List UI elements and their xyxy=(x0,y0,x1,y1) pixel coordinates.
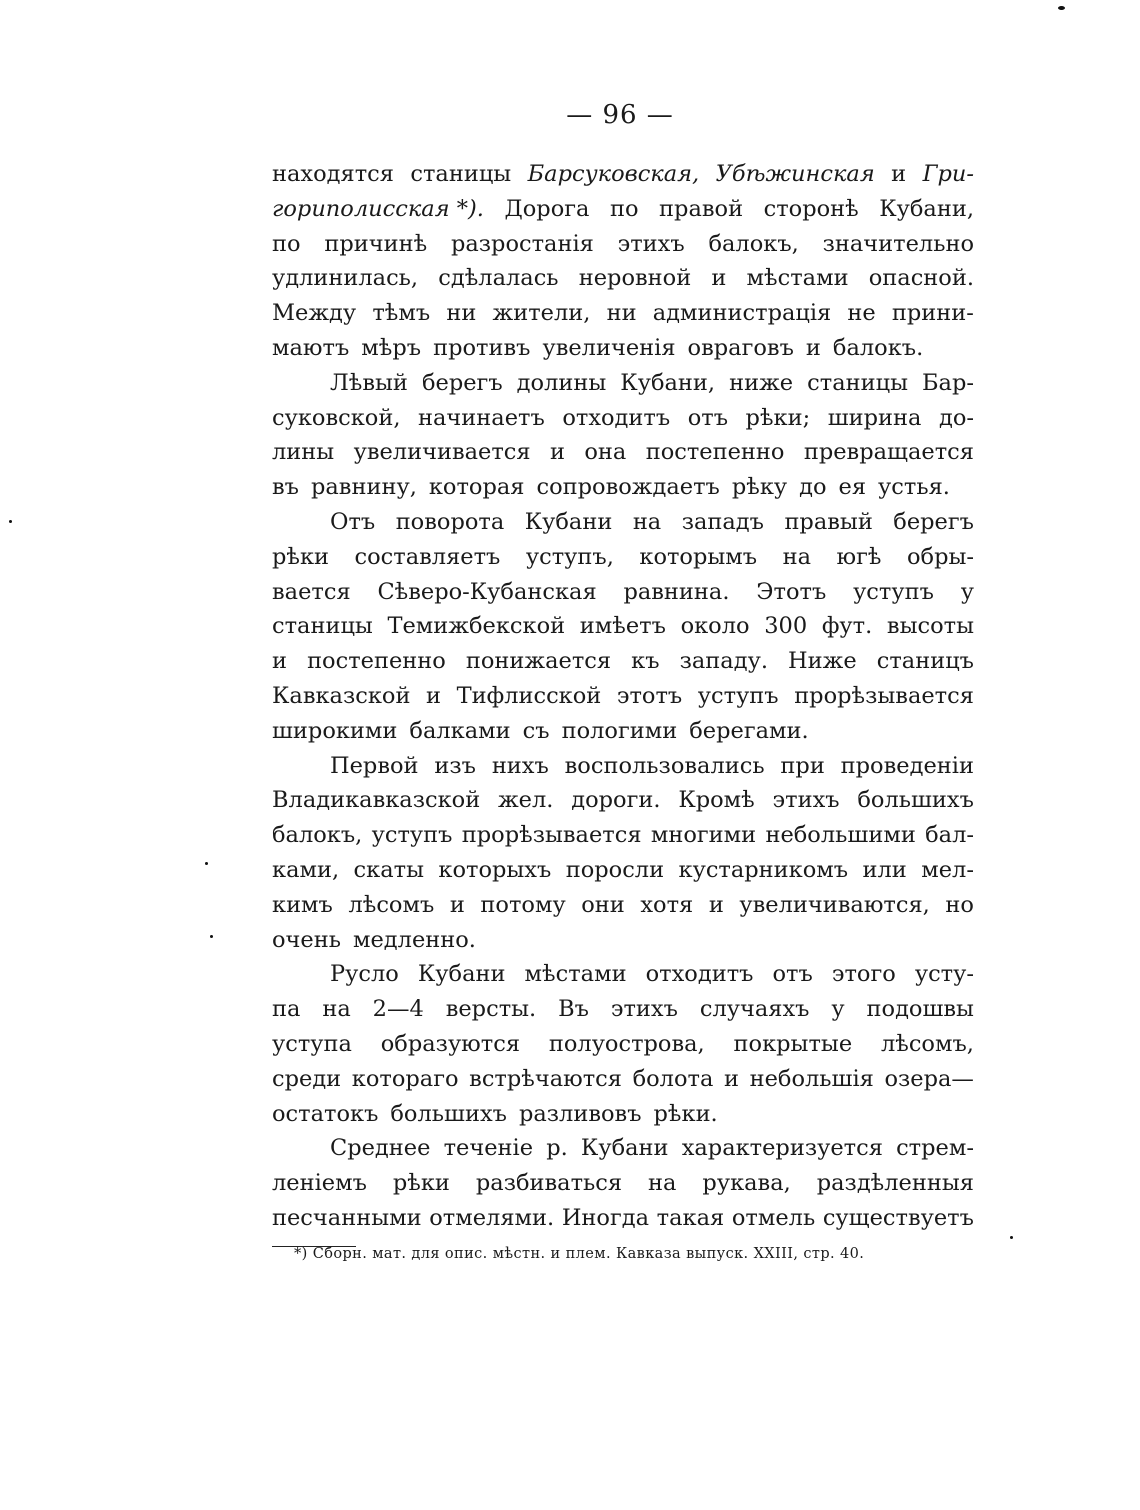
word: станицы xyxy=(807,369,908,396)
word: среди xyxy=(272,1065,342,1092)
paragraph xyxy=(272,505,974,749)
word: Иногда xyxy=(561,1204,650,1231)
text-line xyxy=(272,783,974,818)
word: мѣръ xyxy=(361,334,422,361)
word: Среднее xyxy=(330,1135,431,1162)
word: не xyxy=(847,300,876,327)
paragraph xyxy=(272,957,974,1131)
word: Гри- xyxy=(922,161,974,187)
word: сдѣлалась xyxy=(438,265,559,292)
text-line xyxy=(272,366,974,401)
word: овраговъ xyxy=(687,334,794,361)
word: этихъ xyxy=(610,996,678,1023)
word: большихъ xyxy=(390,1100,507,1127)
word: этотъ xyxy=(616,682,683,709)
text-line xyxy=(272,679,974,714)
text-line xyxy=(272,992,974,1027)
word: очень xyxy=(272,926,341,953)
word: правой xyxy=(659,195,744,222)
word: удлинилась, xyxy=(272,265,419,292)
word: и xyxy=(449,891,465,918)
word: по xyxy=(609,195,639,222)
word: этихъ xyxy=(772,787,840,814)
word: отъ xyxy=(687,404,729,431)
word: станицы xyxy=(410,161,512,187)
word: неровной xyxy=(578,265,692,292)
word: фут. xyxy=(821,613,873,640)
word: Этотъ xyxy=(756,578,827,605)
text-line xyxy=(272,505,974,540)
word: уступъ xyxy=(697,682,779,709)
word: на xyxy=(782,543,812,570)
word: большихъ xyxy=(857,787,974,814)
text-line xyxy=(272,261,974,296)
text-line xyxy=(272,714,974,749)
word: Тифлисской xyxy=(456,682,602,709)
word: западу. xyxy=(679,648,768,675)
text-line xyxy=(272,296,974,331)
word: отходитъ xyxy=(562,404,671,431)
word: остатокъ xyxy=(272,1100,379,1127)
word: р. xyxy=(546,1135,568,1162)
text-line xyxy=(272,853,974,888)
word: Въ xyxy=(558,996,589,1023)
word: станицы xyxy=(272,613,373,640)
word: рѣки xyxy=(272,543,330,570)
word: проведеніи xyxy=(840,752,974,779)
word: прини- xyxy=(891,300,974,327)
text-line xyxy=(272,1201,974,1236)
word: постепенно xyxy=(645,439,785,466)
word: рѣку xyxy=(731,474,788,501)
word: на xyxy=(632,508,662,535)
word: ширина xyxy=(827,404,922,431)
word: суковской, xyxy=(272,404,401,431)
text-line xyxy=(272,435,974,470)
word: балокъ. xyxy=(832,334,924,361)
word: и xyxy=(723,1065,739,1092)
word: увеличиваются, xyxy=(739,891,930,918)
word: характеризуется xyxy=(681,1135,883,1162)
word: по xyxy=(272,230,301,257)
word: Лѣвый xyxy=(330,369,408,396)
word: мел- xyxy=(921,856,974,883)
word: рѣки xyxy=(392,1170,450,1197)
word: маютъ xyxy=(272,334,350,361)
word: и xyxy=(805,334,821,361)
word: разбиваться xyxy=(475,1170,623,1197)
word: теченіе xyxy=(443,1135,534,1162)
word: небольшія xyxy=(749,1065,874,1092)
word: къ xyxy=(631,648,660,675)
word: рѣки. xyxy=(653,1100,718,1127)
word: раздѣленныя xyxy=(816,1170,974,1197)
word: и xyxy=(426,682,442,709)
word: имѣетъ xyxy=(579,613,666,640)
word: разростанія xyxy=(450,230,594,257)
word: широкими xyxy=(272,717,398,744)
word: Первой xyxy=(330,752,419,779)
word: Русло xyxy=(330,961,399,988)
word: въ xyxy=(272,474,299,501)
text-line xyxy=(272,470,974,505)
word: потому xyxy=(480,891,566,918)
word: станицъ xyxy=(876,648,974,675)
paragraph xyxy=(272,157,974,366)
word: этого xyxy=(831,961,896,988)
word: обры- xyxy=(906,543,974,570)
word: рѣки; xyxy=(745,404,811,431)
word: противъ xyxy=(433,334,531,361)
word: уступа xyxy=(272,1030,352,1057)
word: поросли xyxy=(565,856,665,883)
word: поворота xyxy=(395,508,505,535)
scan-speck xyxy=(9,520,12,523)
word: понижается xyxy=(465,648,612,675)
word: увеличивается xyxy=(353,439,531,466)
word: Темижбекской xyxy=(387,613,566,640)
word: Кубани xyxy=(580,1135,669,1162)
word: которыхъ xyxy=(438,856,552,883)
word: равнину, xyxy=(310,474,417,501)
word: ни xyxy=(446,300,477,327)
word: Дорога xyxy=(504,195,590,222)
page-number: — 96 — xyxy=(566,100,674,130)
text-line xyxy=(272,957,974,992)
word: постепенно xyxy=(307,648,446,675)
word: Кромѣ xyxy=(678,787,755,814)
word: котораго xyxy=(351,1065,459,1092)
word: леніемъ xyxy=(272,1170,367,1197)
text-line xyxy=(272,749,974,784)
text-line xyxy=(272,540,974,575)
word: мѣстами xyxy=(524,961,627,988)
word: превращается xyxy=(803,439,974,466)
word: гориполисская *). xyxy=(272,195,484,222)
word: она xyxy=(584,439,627,466)
paragraph xyxy=(272,749,974,958)
word: Сѣверо-Кубанская xyxy=(377,578,597,605)
paragraph xyxy=(272,1131,974,1235)
word: многими xyxy=(650,822,757,849)
word: которая xyxy=(428,474,525,501)
word: изъ xyxy=(434,752,476,779)
word: до xyxy=(799,474,827,501)
scan-speck xyxy=(1058,6,1065,10)
word: образуются xyxy=(380,1030,521,1057)
word: причинѣ xyxy=(324,230,428,257)
word: Владикавказской xyxy=(272,787,481,814)
word: сторонѣ xyxy=(763,195,859,222)
word: озера— xyxy=(884,1065,974,1092)
word: или xyxy=(862,856,907,883)
word: бал- xyxy=(925,822,974,849)
text-line xyxy=(272,331,974,366)
word: вается xyxy=(272,578,351,605)
word: Кавказской xyxy=(272,682,411,709)
word: на xyxy=(648,1170,677,1197)
word: берегъ xyxy=(893,508,974,535)
text-line xyxy=(272,1097,974,1132)
text-line xyxy=(272,401,974,436)
text-line xyxy=(272,923,974,958)
word: прорѣзывается xyxy=(461,822,642,849)
word: рукава, xyxy=(702,1170,791,1197)
word: жел. xyxy=(497,787,554,814)
word: Кубани xyxy=(524,508,613,535)
word: долины xyxy=(516,369,607,396)
text-line xyxy=(272,1166,974,1201)
word: хотя xyxy=(640,891,694,918)
text-line xyxy=(272,818,974,853)
word: воспользовались xyxy=(564,752,765,779)
word: и xyxy=(272,648,287,675)
word: дороги. xyxy=(571,787,661,814)
word: лѣсомъ, xyxy=(880,1030,974,1057)
word: кимъ xyxy=(272,891,333,918)
word: и xyxy=(549,439,565,466)
word: отходитъ xyxy=(645,961,754,988)
word: и xyxy=(708,891,724,918)
word: правый xyxy=(784,508,873,535)
text-line xyxy=(272,1062,974,1097)
paragraph xyxy=(272,366,974,505)
word: съ xyxy=(522,717,550,744)
word: до- xyxy=(938,404,974,431)
word: 300 xyxy=(764,613,808,640)
text-line xyxy=(272,644,974,679)
word: лины xyxy=(272,439,335,466)
word: 2—4 xyxy=(372,996,424,1023)
word: небольшими xyxy=(765,822,916,849)
text-line xyxy=(272,192,974,227)
word: отмелями. xyxy=(429,1204,555,1231)
word: западъ xyxy=(681,508,764,535)
word: ками, xyxy=(272,856,340,883)
text-line xyxy=(272,157,974,192)
word: балокъ, xyxy=(708,230,799,257)
footnote: *) Сборн. мат. для опис. мѣстн. и плем. Кавказа выпуск. XXIII, стр. 40. xyxy=(294,1246,865,1262)
word: такая xyxy=(656,1204,725,1231)
word: значительно xyxy=(822,230,974,257)
word: лѣсомъ xyxy=(348,891,435,918)
word: балокъ, xyxy=(272,822,363,849)
word: кустарникомъ xyxy=(678,856,849,883)
word: Отъ xyxy=(330,508,376,535)
word: покрытые xyxy=(733,1030,853,1057)
word: ни xyxy=(606,300,637,327)
word: они xyxy=(581,891,625,918)
word: версты. xyxy=(445,996,537,1023)
word: Между xyxy=(272,300,357,327)
word: уступъ xyxy=(371,822,453,849)
word: на xyxy=(322,996,351,1023)
word: Кубани, xyxy=(620,369,716,396)
word: Бар- xyxy=(922,369,974,396)
word: Барсуковская, xyxy=(527,161,700,187)
word: Кубани xyxy=(417,961,506,988)
word: уступъ xyxy=(853,578,934,605)
word: находятся xyxy=(272,161,394,187)
word: у xyxy=(960,578,974,605)
word: сопровождаетъ xyxy=(536,474,720,501)
word: и xyxy=(891,161,907,187)
word: при xyxy=(780,752,825,779)
word: усту- xyxy=(914,961,974,988)
word: Кубани, xyxy=(879,195,974,222)
word: прорѣзывается xyxy=(794,682,974,709)
word: составляетъ xyxy=(354,543,501,570)
word: берегами. xyxy=(689,717,809,744)
word: болота xyxy=(632,1065,714,1092)
word: нихъ xyxy=(491,752,549,779)
word: подошвы xyxy=(866,996,974,1023)
word: балками xyxy=(409,717,511,744)
text-line xyxy=(272,609,974,644)
word: начинаетъ xyxy=(418,404,545,431)
word: стрем- xyxy=(896,1135,974,1162)
scan-speck xyxy=(1010,1236,1013,1239)
text-line xyxy=(272,227,974,262)
word: ея xyxy=(838,474,867,501)
word: мѣстами xyxy=(746,265,849,292)
word: у xyxy=(831,996,845,1023)
text-line xyxy=(272,1027,974,1062)
word: администрація xyxy=(652,300,832,327)
word: которымъ xyxy=(639,543,758,570)
word: встрѣчаются xyxy=(469,1065,622,1092)
scan-speck xyxy=(205,862,208,865)
text-line xyxy=(272,1131,974,1166)
word: песчанными xyxy=(272,1204,422,1231)
word: равнина. xyxy=(623,578,730,605)
text-line xyxy=(272,888,974,923)
word: отъ xyxy=(772,961,813,988)
word: устья. xyxy=(878,474,950,501)
word: берегъ xyxy=(421,369,503,396)
scan-speck xyxy=(210,935,213,938)
word: скаты xyxy=(353,856,424,883)
word: и xyxy=(711,265,727,292)
word: Убѣжинская xyxy=(715,161,875,187)
word: ниже xyxy=(729,369,794,396)
word: Ниже xyxy=(788,648,857,675)
word: медленно. xyxy=(352,926,476,953)
word: существуетъ xyxy=(822,1204,974,1231)
word: отмель xyxy=(731,1204,816,1231)
word: этихъ xyxy=(617,230,685,257)
word: разливовъ xyxy=(518,1100,642,1127)
word: опасной. xyxy=(868,265,974,292)
word: жители, xyxy=(492,300,591,327)
word: па xyxy=(272,996,301,1023)
text-line xyxy=(272,575,974,610)
word: но xyxy=(945,891,974,918)
word: полуострова, xyxy=(548,1030,705,1057)
word: югѣ xyxy=(836,543,882,570)
word: около xyxy=(680,613,750,640)
word: высоты xyxy=(886,613,974,640)
word: тѣмъ xyxy=(372,300,431,327)
body-text xyxy=(272,157,974,1236)
word: увеличенія xyxy=(542,334,676,361)
word: случаяхъ xyxy=(699,996,810,1023)
word: уступъ, xyxy=(525,543,614,570)
word: пологими xyxy=(561,717,678,744)
